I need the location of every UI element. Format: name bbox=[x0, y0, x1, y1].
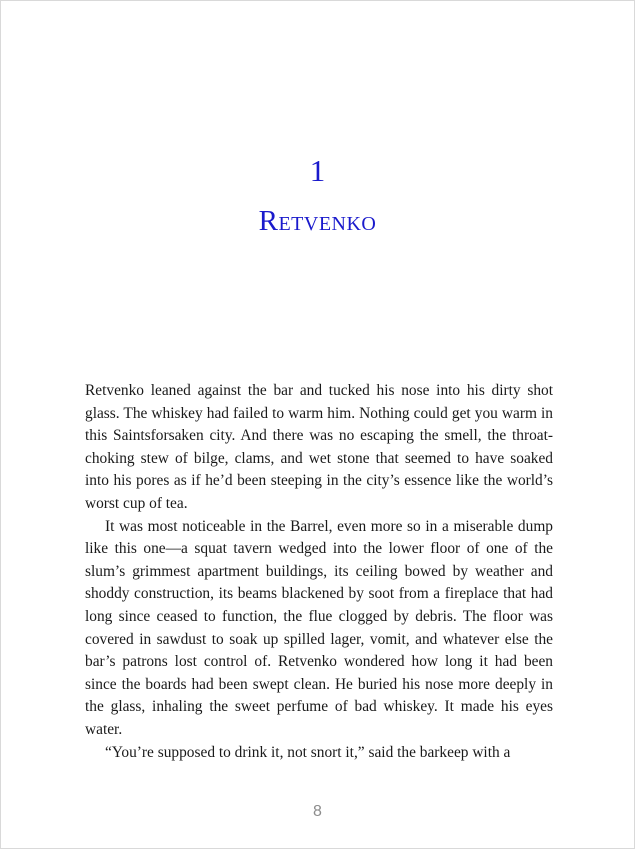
paragraph: Retvenko leaned against the bar and tucked his nose into his dirty shot glass. The whiskey had failed to warm him. Nothing could get you warm in this Saintsforsaken city. And there was no escaping the smell, the throat-choking stew of bilge, clams, and wet stone that seemed to have soaked into his pores as if he’d been steeping in the city’s essence like the world’s worst cup of tea. bbox=[85, 382, 553, 512]
chapter-number: 1 bbox=[309, 153, 326, 188]
chapter-title: Retvenko bbox=[258, 205, 377, 237]
page-number: 8 bbox=[313, 803, 322, 820]
paragraph: “You’re supposed to drink it, not snort it,” said the barkeep with a bbox=[105, 743, 511, 761]
paragraph: It was most noticeable in the Barrel, even more so in a miserable dump like this one—a squat tavern wedged into the lower floor of one of the slum’s grimmest apartment buildings, its ceiling bowed by weather and shoddy construction, its beams blackened by soot from a fireplace that had long since ceased to function, the flue clogged by debris. The floor was covered in sawdust to soak up spilled lager, vomit, and whatever else the bar’s patrons lost control of. Retvenko wondered how long it had been since the boards had been swept clean. He buried his nose more deeply in the glass, inhaling the sweet perfume of bad whiskey. It made his eyes water. bbox=[85, 517, 553, 738]
chapter-body bbox=[85, 380, 553, 764]
